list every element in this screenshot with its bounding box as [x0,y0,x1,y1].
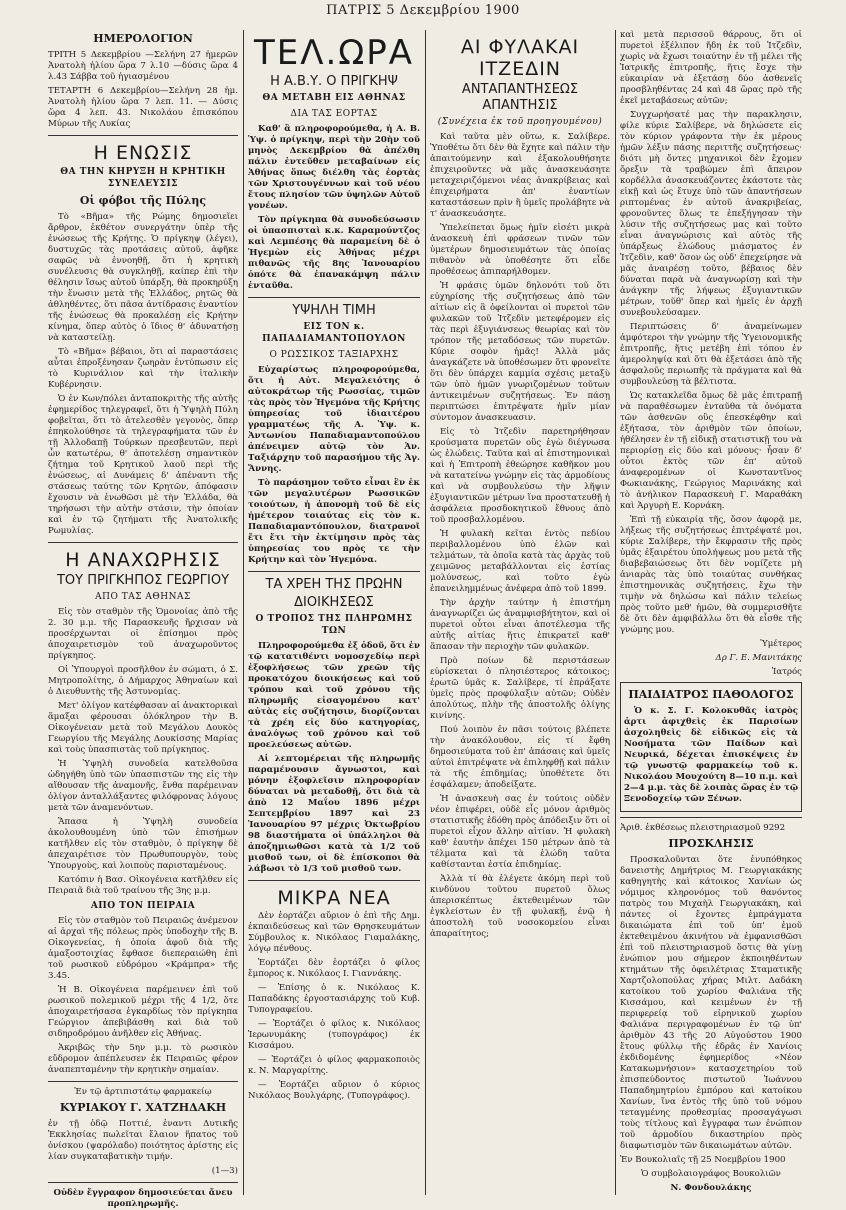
paragraph: Προσκαλοῦνται ὅτε ἐνυπόθηκος δανειστὴς Δημήτριος Μ. Γεωργιακάκης καθηγητὴς καὶ κάτοικος Χανίων ὡς νόμιμος κληρονόμος τοῦ θανόντος πατρὸς του Μιχαὴλ Γεωργιακάκη, καὶ πάντες οἱ ἔχοντες ἐμπράγματα δικαιώματα ἐπὶ τοῦ ὑπ' ἐμοῦ ἐκτεθειμένου ἀκινήτου νὰ ἐμφανισθῶσι ἐπὶ τοῦ πλειστηριασμοῦ ὅστις θὰ γίνῃ ἐνώπιον μου σήμερον ἐκποιηθέντων κτημάτων τῆς ὀφειλέτριας Σταματικῆς Χαρτζολοπούλας χήρας Μιλτ. Δαδάκη κατοίκου τοῦ χωρίου Φαλιάνα τῆς Κισσάμου, καὶ κειμένων ἐν τῇ περιφερείᾳ τοῦ εἰρηνικοῦ χωρίου Φαλιάνα περιγραφομένων ἐν τῷ ὑπ' ἀριθμὸν 43 τῆς 20 Αὐγούστου 1900 ἔτους φύλλῳ τῆς ἐδρᾶς ἐν Χανίοις ἐκδιδομένης ἐφημερίδος «Νέον Κατακωμνήσιον» κατασχετηρίου τοῦ ἐπισπεύδοντος πιστωτοῦ Ἰωάννου Παπαδημητρίου ἐμπόρου καὶ κατοίκου Χανίων, ἵνα ἐντὸς τῆς ὑπὸ τοῦ νόμου τεταγμένης προθεσμίας προσαγάγωσι τοὺς τίτλους καὶ ἔγγραφα των ἐνώπιον τοῦ ἁρμοδίου δικαστηρίου πρὸς διαφωτισμὸν τῶν δικαιωμάτων αὐτῶν. [620,855,802,1151]
subheadline: Η Α.Β.Υ. Ο ΠΡΙΓΚΗΨ [270,74,398,89]
subheadline: Οἱ φόβοι τῆς Πύλης [79,194,207,207]
paragraph: Καθ' ἃ πληροφορούμεθα, ἡ Α. Β. Ὑψ. ὁ πρίγκηψ, περὶ τὴν 20ὴν τοῦ μηνὸς Δεκεμβρίου θὰ ἀπέλθη πάλιν ἐντεῦθεν μεταβαίνων εἰς Ἀθήνας ὅπως διέλθη τὰς ἑορτὰς τῶν Χριστουγέννων καὶ τοῦ νέου ἔτους πλησίον τῶν ὑψηλῶν Αὐτοῦ γονέων. [248,124,420,211]
paragraph: Ἡ ἀνασκευὴ σας ἐν τούτοις οὐδὲν νέον ἐπιφέρει, οὐδὲ εἷς μόνον ἀριθμὸς στατιστικῆς ἐδόθη πρὸς ἀπόδειξιν ὅτι οἱ πυρετοὶ εἶχον ἄλλην αἰτίαν. Ἡ φυλακὴ καθ' ἑαυτὴν ἀπέχει 150 μέτρων ἀπὸ τὰ τέλματα καὶ τὰ ἐλώδη ταῦτα καθίστανται ἐστία ἐπιδημίας. [430,794,610,870]
subheadline: ΘΑ ΤΗΝ ΚΗΡΥΞΗ Η ΚΡΗΤΙΚΗ ΣΥΝΕΛΕΥΣΙΣ [60,167,226,189]
subheadline: Ο ΡΩΣΣΙΚΟΣ ΤΑΞΙΑΡΧΗΣ [269,350,399,360]
divider [248,880,420,881]
paragraph: Δὲν ἑορτάζει αὔριον ὁ ἐπὶ τῆς Δημ. ἐκπαιδεύσεως καὶ τῶν Θρησκευμάτων Σύμβουλος κ. Νικόλαος Γιαμαλάκης, λόγῳ πένθους. [248,911,420,954]
paragraph: Τὸ «Βῆμα» τῆς Ρώμης δημοσιεῖει ἄρθρον, ἐκθέτον συνεργάτην ὑπὲρ τῆς ἑνώσεως τῆς Κρήτης. Ὁ πρίγκηψ (λέγει), δυστυχῶς τὰς προτάσεις αὐτοῦ, ἀφῆκε σαφῶς νὰ ἐννοηθῇ, ὅτι ἡ κρητικὴ συνέλευσις θὰ συγκληθῇ, καίπερ ἐπὶ τὴν θέλησιν ἴσως αὐτοῦ ὑπάρξη, θὰ προκηρύξη τὴν ἕνωσιν μετὰ τῆς Ἑλλάδος, ρητῶς θὰ ἀθληθέντες, ὅτι πᾶσα ἀντίδρασις ἐναντίον τῆς ἑνώσεως θὰ προκαλέσῃ εἰς Κρήτην κίνημα, ὅπερ αὐτὸς ὁ ἴδιος θ' ἀδυνατήσῃ νὰ καταστείλῃ. [48,212,238,343]
masthead: ΠΑΤΡΙΣ 5 Δεκεμβρίου 1900 [326,3,520,18]
paragraph: Οἱ Ὑπουργοὶ προσῆλθον ἐν σώματι, ὁ Σ. Μητροπολίτης, ὁ Δήμαρχος Ἀθηναίων καὶ ὁ Διευθυντὴς τῆς Ἀστυνομίας. [48,665,238,697]
column-3 [430,30,610,1195]
subheadline: ΕΙΣ ΤΟΝ κ. ΠΑΠΑΔΙΑΜΑΝΤΟΠΟΥΛΟΝ [262,322,406,344]
paragraph: Ἀκριβῶς τὴν 5ην μ.μ. τὸ ρωσικὸν εὔδρομον ἀπέπλευσεν ἐκ Πειραιῶς φέρον ἀναπεπταμένην τὴν κρητικὴν σημαίαν. [48,1043,238,1075]
ad-number: (1—3) [211,1166,238,1176]
signature-line: Ὁ συμβολαιογράφος Βουκολιῶν [641,1169,781,1179]
notice: Οὐδὲν ἔγγραφον δημοσιεύεται ἄνευ προπληρωμῆς. [53,1188,233,1209]
paragraph: Ἐπὶ τῇ εὐκαιρίᾳ τῆς, ὅσον ἀφορᾷ με, λήξεως τῆς συζητήσεως ἐπιτρέψατέ μοι, κύριε Σαλίβερε, τὴν ἔκφρασιν τῆς πρὸς ὑμᾶς ἐξαιρέτου ὑπολήψεως μου μετὰ τῆς διαβεβαιώσεως ὅτι δὲν νομίζετε μὴ ἀνιαρὰς τὰς ὑπὸ τοιαύτας συνθήκας ἐπιστημονικὰς συζητήσεις, ἔχω τὴν τιμὴν νὰ δηλώσω καὶ πάλιν τελείως πρὸς τοῦτο μεθ' ἡμῶν, θὰ συμμερισθῆτε δὲ ὅτι δὲν ἀμφιβάλλω ὅτι θὰ εἶσθε τῆς γνώμης μου. [620,515,802,635]
subheadline: ΑΝΤΑΠΑΝΤΗΣΕΩΣ ΑΠΑΝΤΗΣΙΣ [461,82,579,113]
subheadline: ΑΠΟ ΤΟΝ ΠΕΙΡΑΙΑ [90,901,196,911]
signature-name: Ν. Φονδουλάκης [670,1183,752,1193]
paragraph: — Ἑορτάζει ὁ φίλος φαρμακοποιὸς κ. Ν. Μαργαρίτης. [248,1055,420,1076]
column-rule [425,30,426,1195]
paragraph: Πού λοιπὸν ἐν πᾶσι τούτοις βλέπετε τὴν ἀνακόλουθον, εἰς τί ἔφθη δημοσιεύματα τοῦ ἐπ' ἀπάσαις καὶ ὑμεῖς αὐτοὶ ἐπιτρέψατε νὰ ἐπιληφθῇ καὶ πάλιν τὰ τῆς ἐπιδημίας; ὑποθέτετε ὅτι ἐσφάλαμεν; ἀποδείξατε. [430,725,610,790]
paragraph: Εὐχαρίστως πληροφορούμεθα, ὅτι ἡ Αὐτ. Μεγαλειότης ὁ αὐτοκράτωρ τῆς Ρωσσίας, τιμῶν τὰς πρὸς τὸν Ἡγεμόνα τῆς Κρήτης ὑπηρεσίας τοῦ ἰδιαιτέρου γραμματέως τῆς Α. Ὑψ. κ. Ἀντωνίου Παπαδιαμαντοπούλου ἀπένειμεν αὐτῷ τὸν Ἀν. Ταξιάρχην τοῦ παρασήμου τῆς Ἁγ. Ἄννης. [248,365,420,474]
ad-title: ΠΑΙΔΙΑΤΡΟΣ ΠΑΘΟΛΟΓΟΣ [628,688,794,701]
headline: ΤΕΛ.ΩΡΑ [253,33,415,73]
reference-number: Ἀριθ. ἐκθέσεως πλειστηριασμοῦ 9292 [620,823,786,833]
ad-box [620,682,802,812]
headline: ΤΑ ΧΡΕΗ ΤΗΣ ΠΡΩΗΝ [265,577,403,592]
paragraph: — Ἑορτάζει ὁ φίλος κ. Νικόλαος Ἱερωνυμάκης (τυπογράφος) ἐκ Κισσάμου. [248,1019,420,1051]
paragraph: Μετ' ὀλίγον κατέφθασαν αἱ ἀνακτορικαὶ ἅμαξαι φέρουσαι ὁλόκληρον τὴν Β. Οἰκογένειαν μετὰ τοῦ Μεγάλου Δουκὸς Γεωργίου τῆς Μεγάλης Δουκίσσης Μαρίας καὶ τοὺς ὑπασπιστὰς τοῦ πρίγκηπος. [48,701,238,755]
paragraph: Εἰς τὸν σταθμὸν τῆς Ὁμονοίας ἀπὸ τῆς 2. 30 μ.μ. τῆς Παρασκευῆς ἤρχισαν νὰ προσέρχωνται οἱ ἐπίσημοι πρὸς ἀποχαιρετισμὸν τοῦ ἀναχωροῦντος πρίγκηπος. [48,607,238,661]
paragraph: Ἡ φράσις ὑμῶν δηλονότι τοῦ ὅτι εὐχηρίσης τῆς συζητήσεως ἀπὸ τῶν αἰτίων εἰς ἃ ὀφείλονται οἱ πυρετοὶ τῶν φυλακῶν τοῦ Ἰτζεδὶν μετεφέρομεν εἰς τὰς περὶ ἐξυγιάνσεως θεωρίας καὶ τὸν τρόπον τῆς μεταδόσεως τῶν πυρετῶν. Κύριε σοφὸν ἡμᾶς! Ἀλλὰ μᾶς ἀναγκάζετε νὰ ὑποθέσωμεν ὅτι φρονεῖτε ὅτι δὲν ὑπάρχει καμμία σχέσις μεταξὺ τῶν ὑπὸ ἡμῶν γνωριζομένων τοῦτων ἀντικειμένων συζητήσεως. Ἐν πάσῃ περιπτώσει ἐπιτρέψατε ἡμῖν μίαν σύντομον ἀνασκευασιν. [430,281,610,423]
ad-text: ἐν τῇ ὁδῷ Ποττιέ, ἐναντι Δυτικῆς Ἐκκλησίας πωλεῖται ἔλαιον ἥπατος τοῦ ὀνίσκου (ψαρόλαδο) ποιότητος ἀρίστης εἰς λίαν συγκαταβατικὴν τιμήν. [48,1119,238,1162]
subheadline: ΘΑ ΜΕΤΑΒΗ ΕΙΣ ΑΘΗΝΑΣ [262,93,406,103]
paragraph: Ἡ Ὑψηλὴ συνοδεία κατελθοῦσα ὡδηγήθη ὑπὸ τῶν ὑπασπιστῶν της εἰς τὴν αἴθουσαν τῆς ἀναμονῆς, ἔνθα παρέμειναν ὀλίγον ἀνταλλάξαντες φιλόφρονας λόγους μετὰ τῶν ἀναμενόντων. [48,759,238,813]
headline: ΠΡΟΣΚΛΗΣΙΣ [668,837,754,850]
headline-line2: ΔΙΟΙΚΗΣΕΩΣ [294,595,374,610]
paragraph: Τὸ παράσημον τοῦτο εἶναι ἓν ἐκ τῶν μεγαλυτέρων Ρωσσικῶν τοιούτων, ἡ ἀπονομὴ τοῦ δὲ εἰς ἡμέτερον τοιαύτας εἰς τὸν κ. Παπαδιαμαντόπουλον, διατρανοῖ ἔτι ἔτι τὴν ἐκτίμησιν πρὸς τὰς ὑπηρεσίας του πρὸς τε τὴν Κρήτην καὶ τὸν Ἡγεμόνα. [248,478,420,565]
paragraph: Τὸ «Βῆμα» βέβαιοι, ὅτι αἱ παραστάσεις αὗται ἐπροξένησαν ζωηρὰν ἐντύπωσιν εἰς τὸ Κυρινάλιον καὶ τὴν ἰταλικὴν Κυβέρνησιν. [48,347,238,390]
signature-line: Ὑμέτερος [760,639,802,649]
paragraph: — Ἑπίσης ὁ κ. Νικόλαος Κ. Παπαδάκης ἐργοστασιάρχης τοῦ Κυβ. Τυπογραφείου. [248,983,420,1015]
paragraph: Ἀλλὰ τί θὰ ἐλέγετε ἀκόμη περὶ τοῦ κινδύνου τοῦτου πυρετοῦ ὅλως ἀπερισκέπτως ἐκτεθειμένων τῶν ἐγκλείστων ἐν τῇ φυλακῇ, ἐνῷ ἡ ἀποστολὴ τοῦ νοσοκομείου εἶναι ἀπαραίτητος; [430,874,610,939]
paragraph: Κατόπιν ἡ Βασ. Οἰκογένεια κατῆλθεν εἰς Πειραιᾶ διὰ τοῦ τραίνου τῆς 3ης μ.μ. [48,875,238,896]
paragraph: Ὑπελείπεται ὅμως ἡμῖν εἰσέτι μικρὰ ἀνασκευὴ ἐπὶ φράσεων τινῶν τῶν ὑμετέρων δημοσιευμάτων τὰς ὁποίας πιθανὸν νὰ ὑποθέσητε ὅτι εἶδε προθέσεως ἀπιπαρήλθομεν. [430,223,610,277]
calendar-title: ΗΜΕΡΟΛΟΓΙΟΝ [93,32,193,45]
column-rule [615,30,616,1195]
headline: Η ΕΝΩΣΙΣ [93,142,193,164]
divider [48,1081,238,1082]
paragraph: Ἡ Β. Οἰκογένεια παρέμεινεν ἐπὶ τοῦ ρωσικοῦ πολεμικοῦ μέχρι τῆς 4 1/2, ὅτε ἀποχαιρετήσασα ἐγκαρδίως τὸν πρίγκηπα Γεώργιον ἀπεβιβάσθη καὶ διὰ τοῦ σιδηροδρόμου ἀνῆλθεν εἰς Ἀθήνας. [48,985,238,1039]
column-rule [243,30,244,1195]
headline: ΑΙ ΦΥΛΑΚΑΙ ΙΤΖΕΔΙΝ [460,36,580,80]
signature-title: Ἰατρός [771,667,802,677]
divider [48,135,238,136]
divider [620,817,802,818]
divider [248,297,420,298]
ad-title: ΚΥΡΙΑΚΟΥ Γ. ΧΑΤΖΗΔΑΚΗ [59,1101,227,1114]
column-1 [48,30,238,1209]
paragraph: Ἡ φυλακὴ κεῖται ἐντὸς πεδίου περιβαλλομένου ὑπὸ ἑλῶν καὶ τελμάτων, τὰ ὁποῖα κατὰ τὰς ἀρχὰς τοῦ χειμῶνος μεταβάλλονται εἰς ἐστίας μολύνσεως, καὶ τοῦτο ἐγὼ ἐπανειλημμένως ἀνέφερα ἀπὸ τοῦ 1899. [430,529,610,594]
paragraph: Τὸν πρίγκηπα θὰ συνοδεύσωσιν οἱ ὑπασπισταὶ κ.κ. Καραμούντζος καὶ Λεμπέσης θὰ παραμείνη δὲ ὁ Ἡγεμὼν εἰς Ἀθήνας μέχρι πιθανῶς τῆς 8ης Ἰανουαρίου ὁπότε θὰ ἐπανακάμψη πάλιν ἐνταῦθα. [248,215,420,291]
paragraph: Πρὸ ποίων δὲ περιστάσεων εὑρίσκεται ὁ πλησιέστερος κάτοικος; ἐρωτῶ ὑμᾶς κ. Σαλίβερε, τί ἐπράξατε ὑμεῖς πρὸς προφύλαξιν αὐτῶν; Οὐδὲν ἀπολύτως, πλὴν τῆς ἀποστολῆς ὀλίγης κινίνης. [430,656,610,721]
paragraph: Ἑορτάζει δὲν ἑορτάζει ὁ φίλος ἔμπορος κ. Νικόλαος Ι. Γιαννάκης. [248,958,420,979]
headline-line2: ΤΟΥ ΠΡΙΓΚΗΠΟΣ ΓΕΩΡΓΙΟΥ [56,573,230,588]
divider [48,542,238,543]
subheadline: Ο ΤΡΟΠΟΣ ΤΗΣ ΠΛΗΡΩΜΗΣ ΤΩΝ [255,614,413,636]
paragraph: Εἰς τὸ Ἰτζεδὶν παρετηρήθησαν κρούσματα πυρετῶν οὓς ἐγὼ διέγνωσα ὡς ἑλώδεις. Ταῦτα καὶ αἱ ἐπιστημονικαὶ καὶ ἡ Ἐπιτροπὴ ἐθεώρησε καθῆκον μου νὰ κατατείνω γνώμην εἰς τὰς ἁρμοδίους καὶ νὰ συμβουλεύσω τὴν λῆψιν ἐξυγιαντικῶν μέτρων ἵνα προστατευθῇ ἡ ἀσφάλεια προσδοκητικοῦ ἔθνους ἀπὸ τοῦ προσβαλλομένου. [430,427,610,525]
paragraph: Καὶ ταῦτα μὲν οὕτω, κ. Σαλίβερε. Ὑποθέτω ὅτι δὲν θὰ ἔχητε καὶ πάλιν τὴν ἀπαιτούμενην καὶ ἐξακολουθήσητε ἐπιχειροῦντες νὰ μᾶς ἀνασκευάσητε μεταχειριζόμενοι νέας ἀνακρίβειας καὶ ἐπιχειρήματα ἀπ' ἐναντίων καταστάσεων πρὶν ἢ ὑμεῖς προλάβητε νὰ τ' ἀνασκευάσητε. [430,132,610,219]
calendar-entry: ΤΕΤΑΡΤΗ 6 Δεκεμβρίου—Σελήνη 28 ἡμ. Ἀνατολὴ ἡλίου ὥρα 7 λεπ. 11. — Δύσις ὥρα 4 λεπ. 43. Νικολάου ἐπισκόπου Μύρων τῆς Λυκίας [48,86,238,129]
divider [48,1182,238,1183]
headline: Η ΑΝΑΧΩΡΗΣΙΣ [65,549,221,571]
paragraph: Πληροφορούμεθα ἐξ ὁδοῦ, ὅτι ἐν τῷ κατατιθέντι νομοσχεδίῳ περὶ ἐξοφλήσεως τῶν χρεῶν τῆς προκατόχου διοικήσεως καὶ τοῦ τρόπου καὶ τοῦ χρόνου τῆς πληρωμῆς εἰσαγομένου κατ' αὐτὰς εἰς συζήτησιν, διορίζονται τὰ χρέη εἰς δύο κατηγορίας, ἀναλόγως τοῦ χρόνου καὶ τοῦ προελεύσεως αὐτῶν. [248,641,420,750]
subheadline: ΑΠΟ ΤΑΣ ΑΘΗΝΑΣ [95,592,191,602]
paragraph: — Ἑορτάζει αὔριον ὁ κύριος Νικόλαος Βουλγάρης, (Τυπογράφος). [248,1080,420,1101]
column-2 [248,30,420,1195]
continuation-note: (Συνέχεια ἐκ τοῦ προηγουμένου) [437,117,603,127]
signature-name: Δρ Γ. Ε. Μανιτάκης [715,653,802,663]
calendar-entry: ΤΡΙΤΗ 5 Δεκεμβρίου —Σελήνη 27 ἡμερῶν Ἀνατολὴ ἡλίου ὥρα 7 λ.10 —δύσις ὥρα 4 λ.43 Σάββα τοῦ ἡγιασμένου [48,50,238,82]
paragraph: Εἰς τὸν σταθμὸν τοῦ Πειραιῶς ἀνέμενον αἱ ἀρχαὶ τῆς πόλεως πρὸς ὑποδοχὴν τῆς Β. Οἰκογενείας, ἡ ὁποία ἀφοῦ διὰ τῆς ἁμαξοστοιχίας ἔφθασε διεπεραιώθη ἐπὶ τοῦ ρωσικοῦ εὐδρόμου «Κράμπρα» τῆς 3.45. [48,916,238,981]
headline: ΥΨΗΛΗ ΤΙΜΗ [292,303,376,318]
ad-text: Ὁ κ. Σ. Γ. Κολοκυθᾶς ἰατρὸς ἀρτι ἀφιχθεὶς ἐκ Παρισίων ἀσχοληθεὶς δὲ εἰδικῶς εἰς τὰ Νοσήματα τῶν Παίδων καὶ Νευρικά, δέχεται ἐπισκέψεις ἐν τῷ γνωστῷ φαρμακείῳ τοῦ κ. Νικολάου Μουχούτη 8—10 π.μ. καὶ 2—4 μ.μ. τὰς δὲ λοιπὰς ὥρας ἐν τῷ Ξενοδοχείῳ τῶν Ξένων. [624,706,798,804]
paragraph: Ὁ ἐν Κων/πόλει ἀνταποκριτὴς τῆς αὐτῆς ἐφημερίδος τηλεγραφεῖ, ὅτι ἡ Ὑψηλὴ Πύλη φοβεῖται, ὅτι τὸ ἀτελεσθὲν γεγονὸς, ὅπερ ἐπηκολούθησε τὰ τηλεγραφήματα τῶν ἐν τῇ Ἀλλοδαπῇ Τούρκων πρεσβευτῶν, περὶ ὧν κατωτέρω, θ' ἀποτελέσῃ σημαντικὸν ζήτημα τοῦ Κρητικοῦ λαοῦ περὶ τῆς ἑνώσεως, αἱ Δυνάμεις δ' ἀπέναντι τῆς στάσεως ταύτης τῶν Κρητῶν, ἀπόφασιν ἔχουσιν νὰ ἑνωθῶσι μὲ τὴν Ἑλλάδα, θὰ τηρήσωσι τὴν αὐτὴν στάσιν, τὴν ὁποίαν καὶ ἐν τῷ ζητήματι τῆς Ἀνατολικῆς Ρωμυλίας. [48,394,238,536]
paragraph: Ἅπασα ἡ Ὑψηλὴ συνοδεία ἀκολουθουμένη ὑπὸ τῶν ἐπισήμων κατῆλθεν εἰς τὸν σταθμὸν, ὁ πρίγκηψ δὲ ἀπεχαιρέτισε τὸν Πρωθυπουργὸν, τοὺς Ὑπουργοὺς, καὶ λοιποὺς παρισταμένους. [48,817,238,871]
divider [248,571,420,572]
paragraph: Περιπτώσεις δ' ἀναμείνωμεν ἀμφότεροι τὴν γνώμην τῆς Ὑγειονομικῆς ἐπιτροπῆς, ἥτις μετέβη ἐπὶ τόπου ἐν ἀμεροληψίᾳ καὶ ὅτι θὰ ἐξετάσει ἀπὸ τῆς ἀσφαλοῦς περιωπῆς τὰ πράγματα καὶ θὰ συμβουλεύσῃ τὰ βέλτιστα. [620,322,802,387]
ad-line: Ἐν τῷ ἀρτιπιστάτῳ φαρμακείῳ [74,1087,212,1097]
headline: ΜΙΚΡΑ ΝΕΑ [277,887,391,909]
column-4 [620,30,802,1195]
date-line: Ἐν Βουκολιαῖς τῇ 25 Νοεμβρίου 1900 [620,1155,786,1165]
paragraph: Τὴν ἀρχὴν ταύτην ἡ ἐπιστήμη ἀναγνωρίζει ὡς ἀναμφισβήτητον, καὶ οἱ πυρετοὶ οὗτοι εἶναι ἀποτέλεσμα τῆς αὐτῆς αἰτίας ἥτις ἐπικρατεῖ καθ' ἅπασαν τὴν περιοχὴν τῶν φυλακῶν. [430,598,610,652]
subheadline: ΔΙΑ ΤΑΣ ΕΟΡΤΑΣ [290,109,378,119]
paragraph: Αἱ λεπτομέρειαι τῆς πληρωμῆς παραμένουσιν ἄγνωστοι, καὶ μόνην ἐξοφλεῖσιν πληροφορίαν δύναται νὰ μεταδοθῇ, ὅτι διὰ τὰ ἀπὸ 12 Μαΐου 1896 μέχρι Σεπτεμβρίου 1897 καὶ 23 Ἰανουαρίου 97 μέχρις Ὀκτωβρίου 98 διαστήματα οἱ ὑπάλληλοι θὰ ἀποζημιωθῶσι κατὰ τὰ 1/2 τοῦ μισθοῦ των, οἱ δὲ ἐπίσκοποι θὰ λάβωσι τὸ 1/3 τοῦ μισθοῦ των. [248,754,420,874]
paragraph: Συγχωρήσατέ μας τὴν παρακλησιν, φίλε κύριε Σαλίβερε, νὰ δηλώσετε εἰς τὸν κύριον γράφοντα τὴν ἐκ μέρους ἡμῶν λέξιν πάσης περιττῆς συζητήσεως· διότι μὴ ὄντες μηχανικοὶ δὲν ἔχομεν ὄρεξιν τὰ τραβώμεν ἐπὶ ἄπειρον κορδέλλα ἀνασκευάζοντες ἑκάστοτε τὰς εἰκῇ καὶ ὡς ἔτυχε ὑπὸ τῶν ἀπαντήσεων ριπτομένας ἐν αὐτοῦ ἀνακριβείας, φρονοῦντες ὅλως τε ἐπεξήγησαν τὴν λύσιν τῆς συζητήσεως μας καὶ τοῦτο εἶναι ἀναγνώρισις καὶ αὐτὸς τῆς ὑπάρξεως ἑλώδους μιάσματος ἐν Ἰτζεδὶν, καθ' ὅσον ὡς οὐδ' ἐπεχείρησε νὰ μᾶς ἀναιρέσῃ τοῦτο, βέβαιος δὲν δύναται παρὰ νὰ ἀναγνωρίσῃ καὶ τὴν ἀνάγκην τῆς λήψεως ἐξυγιαντικῶν μέτρων, τοῦθ' ὅπερ καὶ ἡμεῖς ἐν ἀρχῇ συνεβουλεύσαμεν. [620,110,802,318]
paragraph: Ὡς κατακλεῖδα ὅμως δὲ μᾶς ἐπιτραπῇ νὰ παραθέσωμεν ἐνταῦθα τὰ ὀνόματα τῶν ἀσθενῶν οὓς ἐπεσκέφθην καὶ ἐξήτασα, τὸν ἀριθμὸν τῶν ὁποίων, ἠθέλησεν ἐν τῇ εἰδικῇ στατιστικῇ του νὰ περιορίσῃ εἰς δύο καὶ μόνους· ἦσαν δ' οὗτοι ἐκτὸς τῶν ἐπ' αὐτοῦ ἀναφερομένων οἱ Κωνσταντῖνος Φωκιανάκης, Γεώργιος Μαρινάκης καὶ τὸ ἀνήλικον Παρασκευὴ Γ. Μαραθάκη καὶ Ἀργυρὴ Ε. Κορνάκη. [620,391,802,511]
paragraph: καὶ μετὰ περισσοῦ θάρρους, ὅτι οἱ πυρετοὶ ἐξέλιπον ἤδη ἐκ τοῦ Ἰτζεδὶν, χωρὶς νὰ ἔχωσι τοιαύτην ἐν τῇ μέλει τῆς Ἰατρικῆς ἐπιτροπῆς, ἥτις ἔσχε τὴν εὐκαιρίαν νὰ ἐξετάσῃ δύο ἀσθενεῖς προσβληθέντας 24 καὶ 48 ὥρας πρὸ τῆς ἐκεῖ μεταβάσεως αὐτῶν; [620,30,802,106]
